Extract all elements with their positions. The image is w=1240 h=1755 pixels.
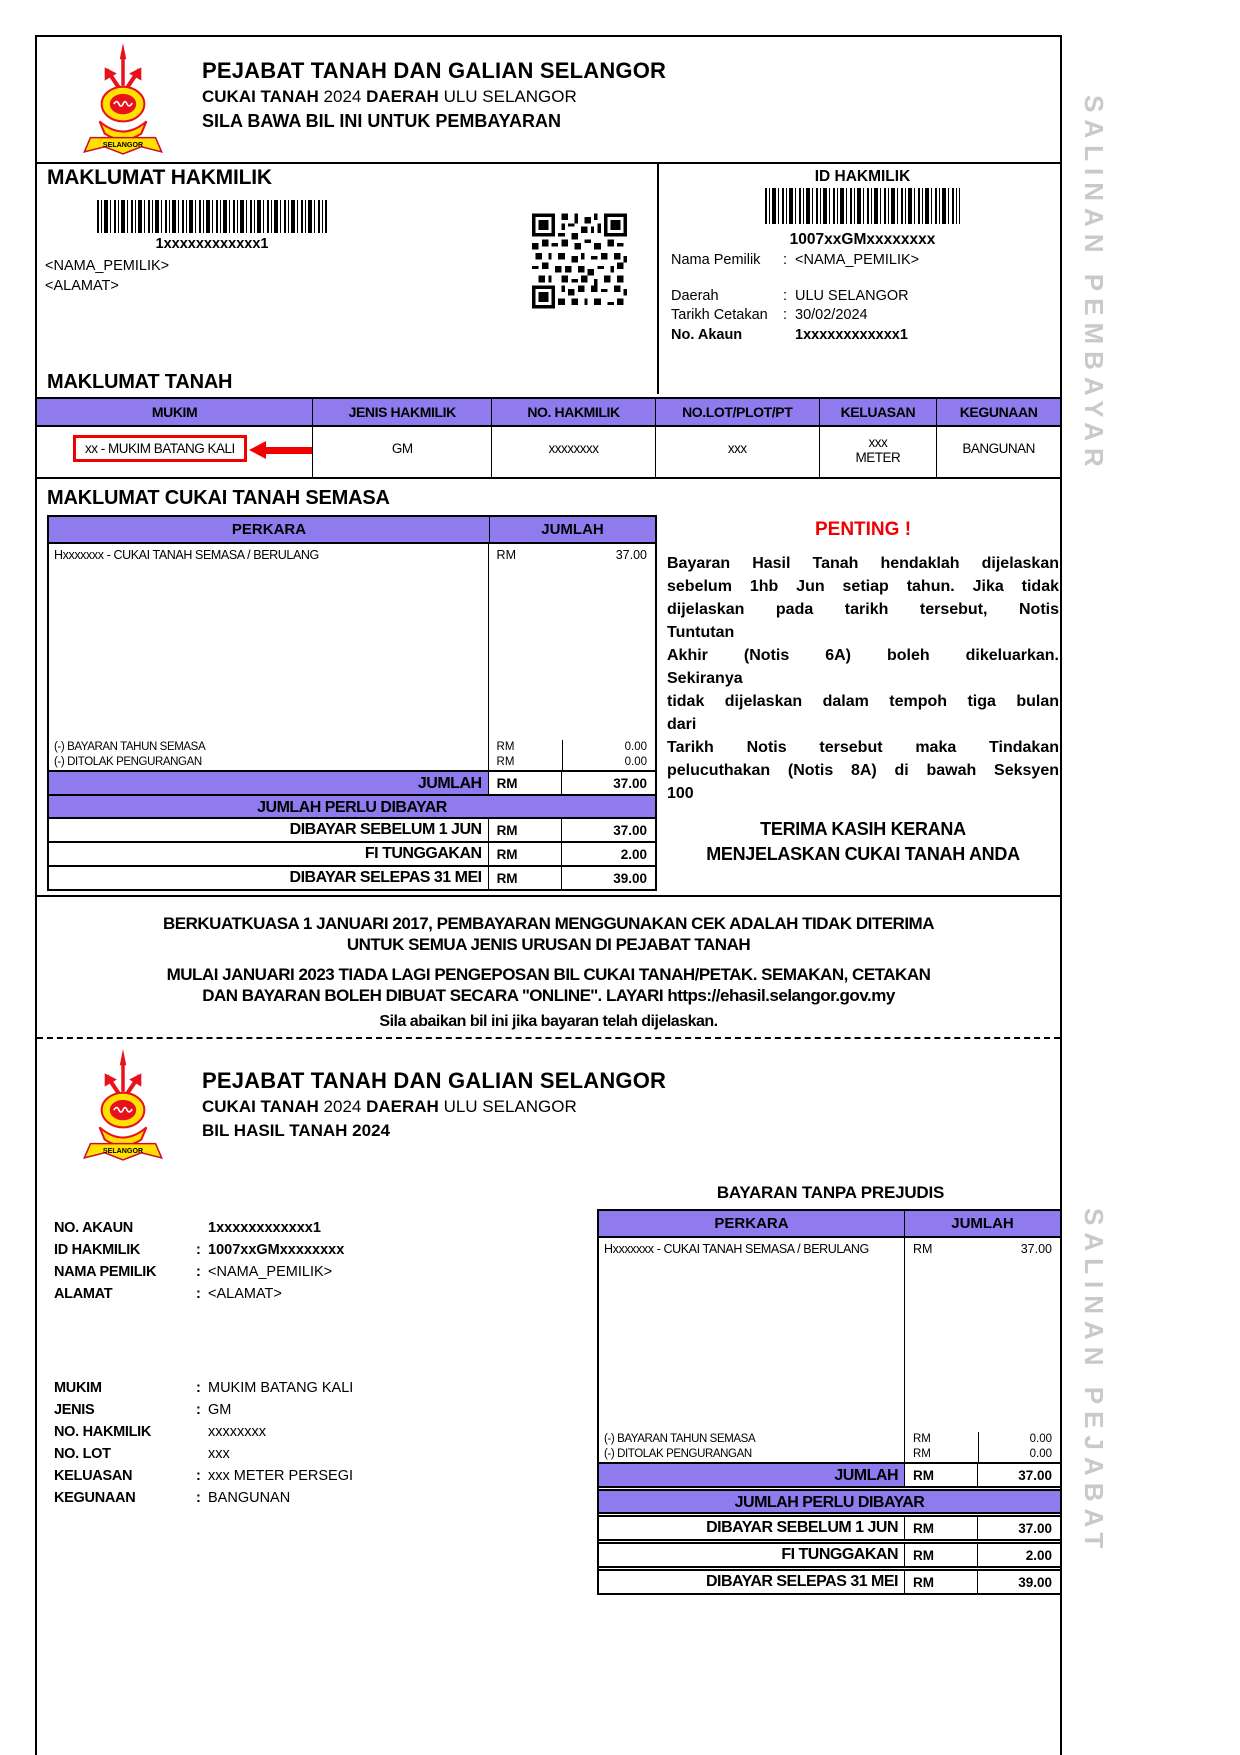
jumlah-amount: 37.00 <box>613 775 647 791</box>
col-jenis-hakmilik: JENIS HAKMILIK <box>313 399 492 425</box>
maklumat-tanah-table <box>37 397 1060 479</box>
dibayar-sebelum-amount: 37.00 <box>613 822 647 838</box>
header-perkara-bottom: PERKARA <box>714 1215 789 1232</box>
bil-hasil-tanah: BIL HASIL TANAH 2024 <box>202 1121 390 1140</box>
jumlah-perlu-dibayar-row: JUMLAH PERLU DIBAYAR <box>49 794 655 817</box>
bottom-header-titles <box>202 1067 666 1143</box>
dibayar-sebelum-row-bottom: DIBAYAR SEBELUM 1 JUN RM 37.00 <box>599 1515 1060 1539</box>
item-amount: 37.00 <box>615 548 647 562</box>
col-no-lot: NO.LOT/PLOT/PT <box>656 399 820 425</box>
dibayar-selepas-amount: 39.00 <box>613 870 647 886</box>
cell-no-hakmilik: xxxxxxxx <box>492 427 656 477</box>
penting-notice: PENTING ! Bayaran Hasil Tanah hendaklah dijelaskan sebelum 1hb Jun setiap tahun. Jika tidak dijelaskan pada tarikh tersebut, Notis Tuntutan Akhir (Notis 6A) boleh dikeluarkan. Sekiranya tidak dijelaskan dalam tempoh tiga bulan dari Tarikh Notis tersebut maka Tindakan pelucuthakan (Notis 8A) di bawah Seksyen 100 <box>667 519 1059 802</box>
maklumat-hakmilik-panel <box>37 164 657 394</box>
owner-block <box>45 256 169 296</box>
penting-heading: PENTING ! <box>814 519 912 540</box>
detail-no-hakmilik: NO. HAKMILIK xxxxxxxx <box>54 1424 266 1440</box>
dibayar-selepas-row-bottom: DIBAYAR SELEPAS 31 MEI RM 39.00 <box>599 1569 1060 1593</box>
item-label: Hxxxxxxx - CUKAI TANAH SEMASA / BERULANG <box>54 548 319 562</box>
dashed-cut-line <box>37 1037 1060 1039</box>
tanah-table-header <box>37 399 1060 427</box>
id-hakmilik-heading: ID HAKMILIK <box>814 168 911 185</box>
watermark-salinan-pejabat: SALINAN PEJABAT <box>1079 1208 1109 1556</box>
notices-section <box>37 895 1060 1031</box>
deduction1-label: (-) BAYARAN TAHUN SEMASA <box>54 741 206 753</box>
svg-text:SELANGOR: SELANGOR <box>102 1146 144 1155</box>
dibayar-sebelum-row: DIBAYAR SEBELUM 1 JUN RM 37.00 <box>49 817 655 841</box>
dibayar-selepas-row: DIBAYAR SELEPAS 31 MEI RM 39.00 <box>49 865 655 889</box>
owner-address: <ALAMAT> <box>45 278 119 294</box>
cell-jenis: GM <box>313 427 492 477</box>
fi-tunggakan-row: FI TUNGGAKAN RM 2.00 <box>49 841 655 865</box>
logo-banner-text: SELANGOR <box>102 140 144 149</box>
detail-alamat: ALAMAT : <ALAMAT> <box>54 1286 282 1302</box>
tanah-table-row <box>37 427 1060 477</box>
col-no-hakmilik: NO. HAKMILIK <box>492 399 656 425</box>
detail-no-akaun: NO. AKAUN 1xxxxxxxxxxxx1 <box>54 1220 321 1236</box>
thank-you-note: TERIMA KASIH KERANA MENJELASKAN CUKAI TANAH ANDA <box>706 819 1020 864</box>
cukai-heading: MAKLUMAT CUKAI TANAH SEMASA <box>47 487 390 509</box>
online-notice: MULAI JANUARI 2023 TIADA LAGI PENGEPOSAN BIL CUKAI TANAH/PETAK. SEMAKAN, CETAKAN DAN BAYARAN BOLEH DIBUAT SECARA ''ONLINE''. LAYARI https://ehasil.selangor.gov.my <box>166 965 931 1005</box>
cell-no-lot: xxx <box>656 427 820 477</box>
bayaran-tanpa-prejudis-heading: BAYARAN TANPA PREJUDIS <box>716 1183 945 1202</box>
header-jumlah: JUMLAH <box>489 517 655 542</box>
owner-name: <NAMA_PEMILIK> <box>45 258 170 274</box>
cell-kegunaan: BANGUNAN <box>962 441 1035 456</box>
red-arrow-annotation <box>249 441 312 459</box>
cell-mukim <box>37 427 313 477</box>
bill-subtitle-bottom: CUKAI TANAH 2024 DAERAH ULU SELANGOR <box>202 1097 577 1116</box>
field-tarikh-cetakan: Tarikh Cetakan : 30/02/2024 <box>671 307 868 323</box>
bill-subtitle: CUKAI TANAH 2024 DAERAH ULU SELANGOR <box>202 87 577 106</box>
detail-kegunaan: KEGUNAAN : BANGUNAN <box>54 1490 291 1506</box>
maklumat-hakmilik-heading: MAKLUMAT HAKMILIK <box>47 166 272 189</box>
item-currency: RM <box>496 548 516 562</box>
selangor-crest-logo-bottom <box>82 1049 164 1164</box>
title-info-section <box>37 164 1060 394</box>
id-hakmilik-number: 1007xxGMxxxxxxxx <box>789 231 936 248</box>
fi-tunggakan-amount: 2.00 <box>620 846 647 862</box>
detail-keluasan: KELUASAN : xxx METER PERSEGI <box>54 1468 354 1484</box>
col-kegunaan: KEGUNAAN <box>959 404 1038 420</box>
header-jumlah-bottom: JUMLAH <box>904 1211 1060 1236</box>
field-daerah: Daerah : ULU SELANGOR <box>671 288 909 304</box>
office-title-bottom: PEJABAT TANAH DAN GALIAN SELANGOR <box>202 1068 667 1093</box>
cell-keluasan: xxx METER <box>820 427 938 477</box>
deduction2-label: (-) DITOLAK PENGURANGAN <box>54 756 202 768</box>
ignore-bill-notice: Sila abaikan bil ini jika bayaran telah dijelaskan. <box>379 1013 718 1030</box>
account-barcode <box>97 200 327 233</box>
top-header-section <box>37 37 1060 164</box>
maklumat-tanah-heading: MAKLUMAT TANAH <box>47 371 233 393</box>
col-keluasan: KELUASAN <box>820 399 938 425</box>
detail-no-lot: NO. LOT xxx <box>54 1446 230 1462</box>
land-details-block <box>54 1377 353 1509</box>
detail-mukim: MUKIM : MUKIM BATANG KALI <box>54 1380 354 1396</box>
id-hakmilik-barcode <box>765 188 960 224</box>
selangor-crest-logo <box>82 43 164 158</box>
id-hakmilik-panel <box>657 164 1064 394</box>
document-border-box <box>35 35 1062 1755</box>
account-details-block <box>54 1217 344 1305</box>
fi-tunggakan-row-bottom: FI TUNGGAKAN RM 2.00 <box>599 1542 1060 1566</box>
mukim-highlight-box: xx - MUKIM BATANG KALI <box>73 435 247 462</box>
detail-nama-pemilik: NAMA PEMILIK : <NAMA_PEMILIK> <box>54 1264 333 1280</box>
bring-bill-notice: SILA BAWA BIL INI UNTUK PEMBAYARAN <box>202 111 562 131</box>
field-nama-pemilik: Nama Pemilik : <NAMA_PEMILIK> <box>671 252 920 268</box>
header-perkara: PERKARA <box>231 521 307 538</box>
top-header-titles <box>202 57 666 133</box>
detail-jenis: JENIS : GM <box>54 1402 232 1418</box>
jumlah-perlu-dibayar-row-bottom: JUMLAH PERLU DIBAYAR <box>599 1489 1060 1512</box>
watermark-salinan-pembayar: SALINAN PEMBAYAR <box>1079 95 1109 474</box>
qr-code <box>532 212 627 310</box>
jumlah-row: JUMLAH RM 37.00 <box>49 770 655 794</box>
detail-id-hakmilik: ID HAKMILIK : 1007xxGMxxxxxxxx <box>54 1242 345 1258</box>
cukai-table-bottom: PERKARA JUMLAH Hxxxxxxx - CUKAI TANAH SEMASA / BERULANG (-) BAYARAN TAHUN SEMASA (-) DITOLAK PENGURANGAN RM 37.00 RM 0.00 RM 0.00 JUMLAH RM 37.00 JUMLAH PERLU DIBAYAR DIBAYAR SEBELUM 1 JUN RM 37.00 FI TUNGGAKAN RM 2.00 DIBAYAR SELEPAS 31 MEI RM 39.00 <box>597 1209 1062 1595</box>
deduction2-amount: 0.00 <box>562 755 655 770</box>
cheque-notice: BERKUATKUASA 1 JANUARI 2017, PEMBAYARAN MENGGUNAKAN CEK ADALAH TIDAK DITERIMA UNTUK SEMUA JENIS URUSAN DI PEJABAT TANAH <box>163 914 934 954</box>
cukai-table-top: PERKARA JUMLAH Hxxxxxxx - CUKAI TANAH SEMASA / BERULANG (-) BAYARAN TAHUN SEMASA (-) DITOLAK PENGURANGAN RM 37.00 RM 0.00 RM 0.00 JUMLAH RM 37.00 JUMLAH PERLU DIBAYAR DIBAYAR SEBELUM 1 JUN RM 37.00 FI TUNGGAKAN RM 2.00 DIBAYAR SELEPAS 31 MEI RM 39.00 <box>47 515 657 891</box>
field-no-akaun: No. Akaun 1xxxxxxxxxxxx1 <box>671 327 908 343</box>
col-mukim: MUKIM <box>37 399 313 425</box>
deduction1-amount: 0.00 <box>562 740 655 755</box>
office-title: PEJABAT TANAH DAN GALIAN SELANGOR <box>202 58 667 83</box>
account-barcode-number: 1xxxxxxxxxxxx1 <box>155 236 269 252</box>
jumlah-row-bottom: JUMLAH RM 37.00 <box>599 1462 1060 1486</box>
